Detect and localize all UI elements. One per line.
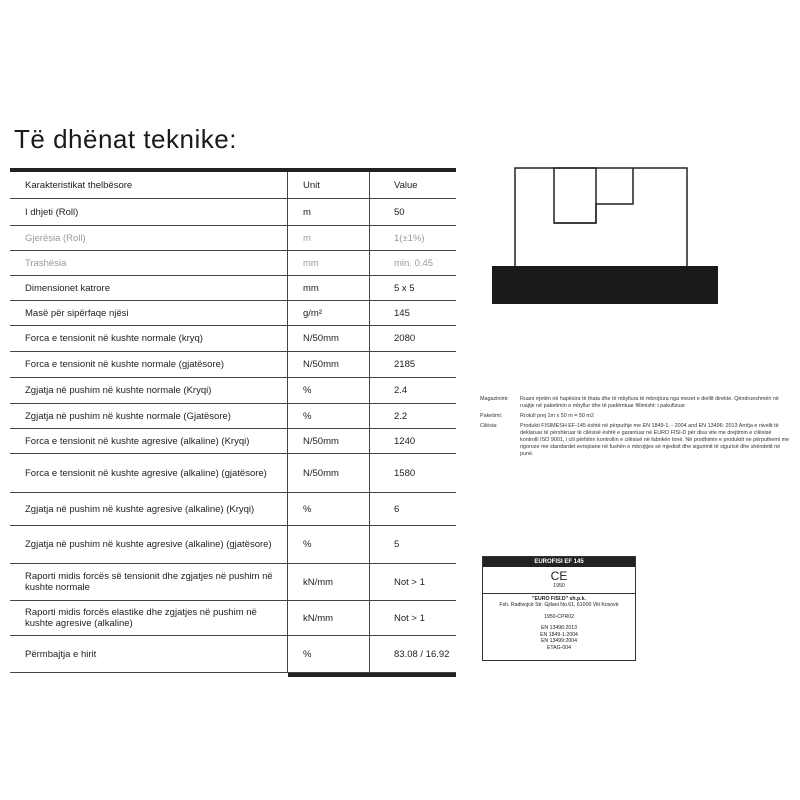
diagram-step-layer: [554, 168, 633, 223]
product-info: [480, 396, 790, 458]
ce-cpr: 1950-CPR02: [544, 613, 574, 620]
row-characteristic: Zgjatja në pushim në kushte normale (Gjatësore): [10, 404, 288, 428]
diagram-inner-layer: [554, 168, 596, 223]
row-unit: N/50mm: [288, 326, 370, 351]
table-row: [10, 493, 456, 526]
row-value: 1580: [394, 467, 416, 479]
row-unit: m: [288, 226, 370, 250]
table-header-row: [10, 172, 456, 199]
diagram-outer-layer: [515, 168, 687, 267]
row-unit: %: [288, 493, 370, 525]
table-row: [10, 404, 456, 429]
table-row: [10, 276, 456, 301]
row-characteristic: Gjerësia (Roll): [10, 226, 288, 250]
page-title: Të dhënat teknike:: [14, 124, 237, 154]
row-unit: g/m²: [288, 301, 370, 325]
table-row: [10, 526, 456, 564]
ce-year: 1950: [553, 583, 565, 589]
ce-standard: ETAG-004: [546, 644, 572, 651]
row-value: 145: [394, 307, 410, 319]
layer-diagram: [492, 166, 718, 306]
table-row: [10, 326, 456, 352]
storage-info: Magazinimi: Ruani rrjetën në hapësira të thata dhe të mbyllura të mbrojtura nga mezet e diellit direkte. Qëndrueshmëri në ruajtje në paketimin e mbyllur dhe të padëmtuar fillimisht: i pakufizuar: [480, 396, 779, 409]
row-characteristic: Forca e tensionit në kushte agresive (alkaline) (Kryqi): [10, 429, 288, 453]
row-value: min. 0.45: [394, 257, 434, 269]
row-unit: kN/mm: [288, 601, 370, 635]
row-value: 83.08 / 16.92: [394, 648, 450, 660]
row-value: 2185: [394, 359, 416, 370]
technical-data-table: [10, 168, 456, 677]
row-value: 50: [394, 206, 405, 218]
table-bottom-rule: [288, 673, 456, 677]
table-row: [10, 636, 456, 673]
row-characteristic: Zgjatja në pushim në kushte agresive (alkaline) (gjatësore): [10, 526, 288, 563]
ce-standard: EN 13499:2004: [540, 638, 578, 644]
row-unit: %: [288, 636, 370, 672]
row-characteristic: Masë për sipërfaqe njësi: [10, 301, 288, 325]
ce-label: [482, 556, 636, 661]
row-value: 1240: [394, 435, 416, 447]
table-row: [10, 429, 456, 454]
row-characteristic: Raporti midis forcës elastike dhe zgjatjes në pushim në kushte agresive (alkaline): [10, 601, 288, 635]
row-characteristic: I dhjeti (Roll): [10, 199, 288, 225]
row-unit: kN/mm: [288, 564, 370, 600]
row-characteristic: Dimensionet katrore: [10, 276, 288, 300]
ce-standard: EN 1849-1:2004: [540, 631, 578, 638]
row-characteristic: Forca e tensionit në kushte normale (kryq): [10, 326, 288, 351]
row-unit: mm: [288, 251, 370, 275]
row-characteristic: Forca e tensionit në kushte agresive (alkaline) (gjatësore): [10, 454, 288, 492]
row-unit: %: [288, 526, 370, 563]
row-unit: %: [288, 378, 370, 403]
ce-address: Fsh. Radivojcë Str. Gjilani No.61, 61000 Viti Kosovë: [499, 602, 619, 608]
table-row: [10, 352, 456, 378]
row-characteristic: Forca e tensionit në kushte normale (gjatësore): [10, 352, 288, 377]
row-characteristic: Trashësia: [10, 251, 288, 275]
table-row: [10, 454, 456, 493]
row-unit: %: [288, 404, 370, 428]
row-value: 2.2: [394, 410, 408, 422]
header-unit: Unit: [288, 172, 370, 198]
table-row: [10, 251, 456, 276]
row-value: 6: [394, 503, 400, 515]
table-row: [10, 199, 456, 226]
row-unit: mm: [288, 276, 370, 300]
packaging-info: Paketimi: Rrotull prej 1m x 50 m = 50 m2: [480, 413, 594, 419]
row-value: 5 x 5: [394, 282, 415, 294]
ce-company: "EURO FISI.D" sh.p.k.: [532, 595, 586, 602]
row-value: 1(±1%): [394, 232, 425, 244]
table-row: [10, 564, 456, 601]
row-value: 5: [394, 539, 400, 550]
row-characteristic: Zgjatja në pushim në kushte normale (Kryqi): [10, 378, 288, 403]
row-characteristic: Përmbajtja e hirit: [10, 636, 288, 672]
row-unit: m: [288, 199, 370, 225]
row-value: 2080: [394, 333, 416, 344]
header-value: Value: [394, 179, 418, 191]
table-row: [10, 226, 456, 251]
quality-info: Cilësia: Produkti FISIMESH EF-145 është në përputhje me EN 1849-1. - 2004 and EN 13496: 2013 Arritja e nivelit të deklaruar të përshkruar të cilësisë është e garantuar në EURO FISI-D për disa vite me drejtimin e cilësisë kontrolli ISO 9001, i cili përfshin kontrollin e cilësisë në fabrikën tonë. Në prodhimin e produktit ne përputhemi me rigoroze me standardet evropiane në fushën e mbrojtjes së mjedisit dhe sigurimit të sigurisë dhe shëndetit në punë.: [480, 423, 790, 457]
table-row: [10, 301, 456, 326]
ce-standard: EN 13496:2013: [540, 625, 578, 631]
diagram-base: [492, 266, 718, 304]
table-row: [10, 378, 456, 404]
row-value: Not > 1: [394, 576, 425, 588]
header-characteristic: Karakteristikat thelbësore: [10, 172, 288, 198]
row-unit: N/50mm: [288, 429, 370, 453]
row-unit: N/50mm: [288, 352, 370, 377]
row-value: 2.4: [394, 385, 408, 396]
row-value: Not > 1: [394, 612, 425, 624]
row-characteristic: Zgjatja në pushim në kushte agresive (alkaline) (Kryqi): [10, 493, 288, 525]
ce-label-header: EUROFISI EF 145: [483, 557, 635, 567]
row-characteristic: Raporti midis forcës së tensionit dhe zgjatjes në pushim në kushte normale: [10, 564, 288, 600]
ce-mark: CE: [550, 569, 568, 583]
table-row: [10, 601, 456, 636]
row-unit: N/50mm: [288, 454, 370, 492]
